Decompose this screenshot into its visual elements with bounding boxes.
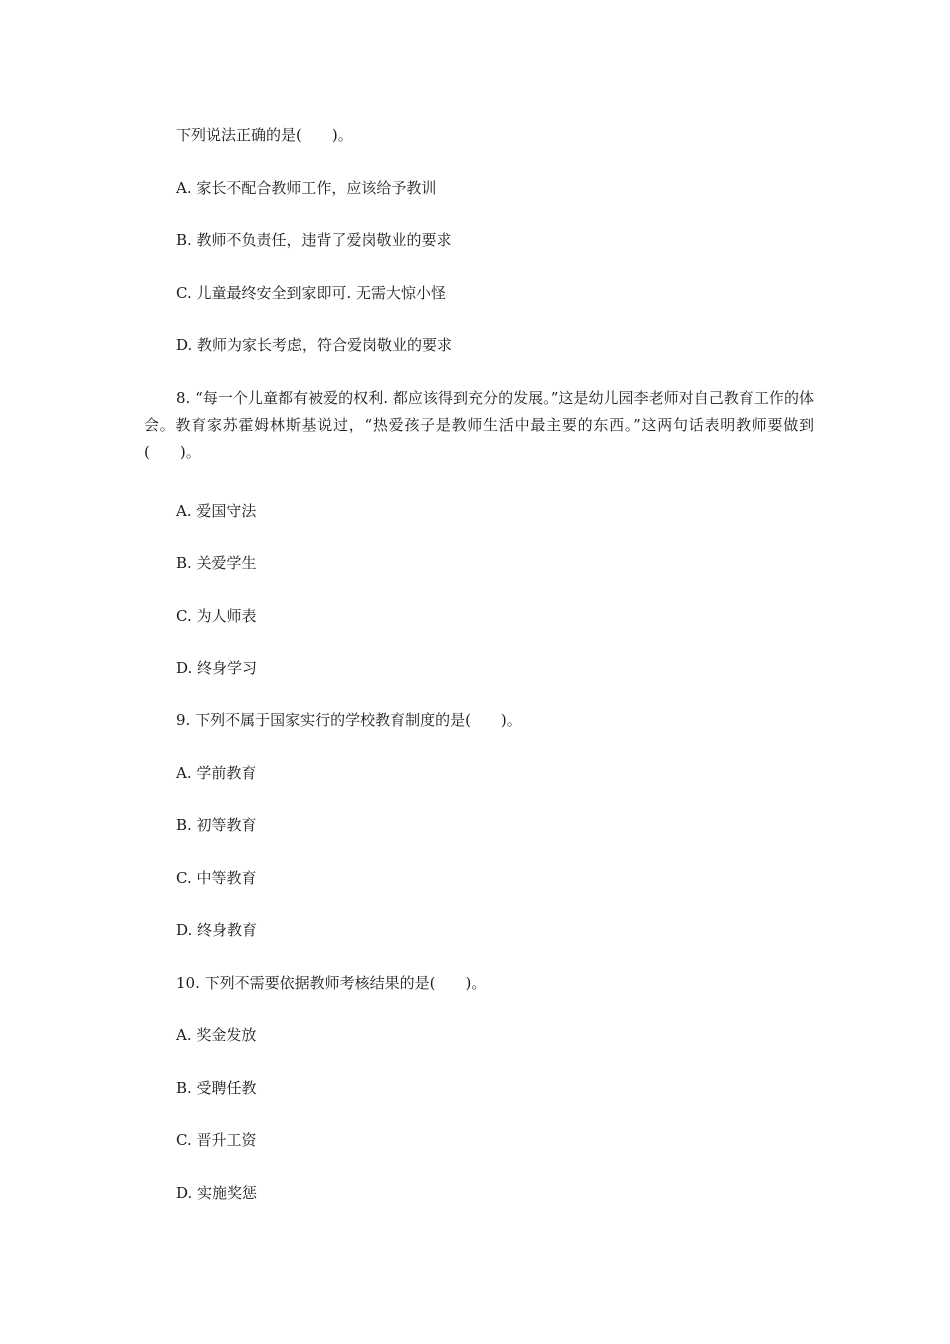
question-10-option-c: C. 晋升工资: [176, 1131, 257, 1149]
question-8-option-a: A. 爱国守法: [176, 502, 257, 520]
question-10-option-b: B. 受聘任教: [176, 1079, 257, 1097]
question-10-option-d: D. 实施奖惩: [176, 1184, 258, 1202]
question-7-option-d: D. 教师为家长考虑，符合爱岗敬业的要求: [176, 336, 453, 354]
question-9-option-a: A. 学前教育: [176, 764, 257, 782]
question-10-option-a: A. 奖金发放: [176, 1026, 257, 1044]
question-7-stem: 下列说法正确的是( )。: [176, 126, 353, 144]
question-9-stem: 9. 下列不属于国家实行的学校教育制度的是( )。: [176, 711, 522, 729]
question-8-stem: 8. “每一个儿童都有被爱的权利. 都应该得到充分的发展。”这是幼儿园李老师对自己教育工作的体会。教育家苏霍姆林斯基说过，“热爱孩子是教师生活中最主要的东西。”这两句话表明教师要做到( )。: [144, 389, 814, 461]
question-8-option-c: C. 为人师表: [176, 607, 257, 625]
question-7-option-b: B. 教师不负责任，违背了爱岗敬业的要求: [176, 231, 452, 249]
question-7-option-c: C. 儿童最终安全到家即可. 无需大惊小怪: [176, 284, 447, 302]
question-9-option-c: C. 中等教育: [176, 869, 257, 887]
question-10-stem: 10. 下列不需要依据教师考核结果的是( )。: [176, 974, 487, 992]
question-7-option-a: A. 家长不配合教师工作，应该给予教训: [176, 179, 437, 197]
question-9-option-d: D. 终身教育: [176, 921, 258, 939]
question-8-option-d: D. 终身学习: [176, 659, 258, 677]
question-9-option-b: B. 初等教育: [176, 816, 257, 834]
question-8-option-b: B. 关爱学生: [176, 554, 257, 572]
